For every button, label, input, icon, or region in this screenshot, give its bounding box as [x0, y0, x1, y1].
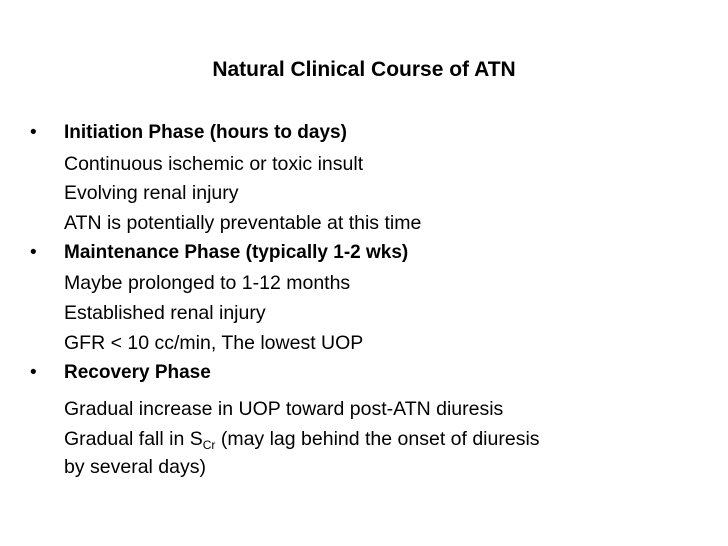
scr-prefix: Gradual fall in S — [64, 428, 203, 450]
recovery-phase-heading: Recovery Phase — [64, 362, 211, 383]
scr-subscript: Cr — [202, 438, 216, 452]
list-item-scr — [64, 424, 540, 454]
list-item: Evolving renal injury — [64, 182, 239, 204]
list-item: ATN is potentially preventable at this time — [64, 212, 422, 234]
bullet-icon: • — [30, 362, 37, 383]
maintenance-phase-heading: Maintenance Phase (typically 1-2 wks) — [64, 242, 409, 263]
slide-title: Natural Clinical Course of ATN — [212, 58, 516, 81]
initiation-phase-heading: Initiation Phase (hours to days) — [64, 122, 347, 143]
list-item: Maybe prolonged to 1-12 months — [64, 272, 351, 294]
list-item-continuation: by several days) — [64, 456, 206, 478]
bullet-icon: • — [30, 122, 37, 143]
bullet-icon: • — [30, 242, 37, 263]
list-item: GFR < 10 cc/min, The lowest UOP — [64, 332, 364, 354]
list-item: Established renal injury — [64, 302, 266, 324]
list-item: Continuous ischemic or toxic insult — [64, 153, 364, 175]
list-item: Gradual increase in UOP toward post-ATN diuresis — [64, 398, 504, 420]
scr-suffix: (may lag behind the onset of diuresis — [215, 428, 540, 450]
